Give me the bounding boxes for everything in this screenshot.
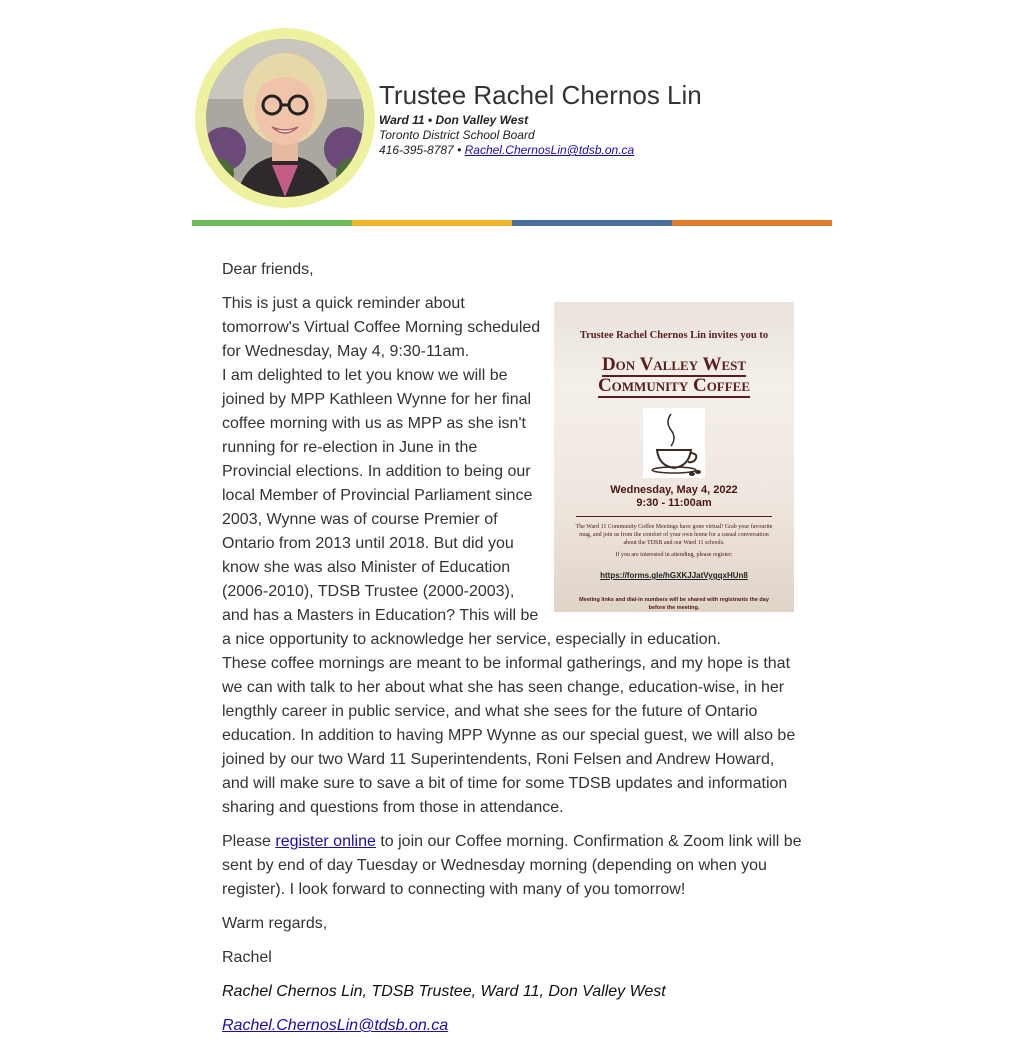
flyer-invite: Trustee Rachel Chernos Lin invites you to bbox=[579, 330, 769, 341]
trustee-name: Trustee Rachel Chernos Lin bbox=[379, 80, 702, 110]
ward-line: Ward 11 • Don Valley West bbox=[379, 113, 529, 127]
flyer-time: 9:30 - 11:00am bbox=[636, 497, 712, 509]
coffee-cup-icon bbox=[643, 408, 705, 478]
paragraph-wynne: I am delighted to let you know we will be joined by MPP Kathleen Wynne for her final coffee morning with us as MPP as she isn't running for re-election in June in the Provincial elections. In addition to being our local Member of Provincial Parliament since 2003, Wynne was of course Premier of Ontario from 2013 until 2018. But did you know she was also Minister of Education (2006-2010), TDSB Trustee (2000-2003), and has a Masters in Education? This will be a nice opportunity to acknowledge her service, especially in education. bbox=[222, 367, 721, 648]
flyer-date: Wednesday, May 4, 2022 bbox=[610, 484, 738, 496]
flyer-body: The Ward 11 Community Coffee Meetings have gone virtual! Grab your favourite mug, and join us from the comfort of your own home for a casual conversation about the TDSB and our Ward 11 schools. bbox=[575, 524, 773, 546]
flyer-divider bbox=[576, 516, 772, 517]
stripe-green bbox=[192, 220, 352, 226]
phone-email-line bbox=[379, 143, 634, 158]
register-text-before: Please bbox=[222, 833, 276, 850]
board-line: Toronto District School Board bbox=[379, 128, 535, 142]
contact-block bbox=[379, 113, 634, 158]
phone-number: 416-395-8787 • bbox=[379, 143, 465, 157]
newsletter-header bbox=[192, 0, 832, 226]
flyer-title-line2: Community Coffee bbox=[597, 375, 751, 396]
flyer-footer: Meeting links and dial-in numbers will be shared with registrants the day before the meeting. bbox=[579, 597, 769, 611]
stripe-orange bbox=[672, 220, 832, 226]
first-name: Rachel bbox=[222, 949, 272, 966]
avatar bbox=[206, 39, 364, 197]
avatar-ring bbox=[195, 28, 375, 208]
flyer-link: https://forms.gle/hGXKJJatVygqxHUn8 bbox=[600, 571, 748, 580]
paragraph-gatherings: These coffee mornings are meant to be informal gatherings, and my hope is that we can with talk to her about what she has seen change, education-wise, in her lengthly career in public service, and what she sees for the future of Ontario education. In addition to having MPP Wynne as our special guest, we will also be joined by our two Ward 11 Superintendents, Roni Felsen and Andrew Howard, and will make sure to save a bit of time for some TDSB updates and information sharing and questions from those in attendance. bbox=[222, 655, 796, 816]
greeting: Dear friends, bbox=[222, 261, 314, 278]
register-online-link[interactable]: register online bbox=[275, 833, 376, 850]
signature: Rachel Chernos Lin, TDSB Trustee, Ward 11, Don Valley West bbox=[222, 983, 666, 1000]
coffee-flyer-image bbox=[554, 302, 794, 612]
color-stripe bbox=[192, 220, 832, 226]
portrait-image bbox=[206, 39, 364, 197]
flyer-title bbox=[554, 354, 794, 396]
closing: Warm regards, bbox=[222, 915, 328, 932]
stripe-yellow bbox=[352, 220, 512, 226]
flyer-title-line1: Don Valley West bbox=[601, 354, 747, 375]
paragraph-reminder: This is just a quick reminder about tomorrow's Virtual Coffee Morning scheduled for Wednesday, May 4, 9:30-11am. bbox=[222, 295, 541, 360]
register-text-after: to join our Coffee morning. Confirmation & Zoom link will be sent by end of day Tuesday or Wednesday morning (depending on when you register). I look forward to connecting with many of you tomorrow! bbox=[222, 833, 802, 898]
header-email-link[interactable]: Rachel.ChernosLin@tdsb.on.ca bbox=[464, 143, 635, 157]
signature-email-link[interactable]: Rachel.ChernosLin@tdsb.on.ca bbox=[222, 1017, 449, 1034]
stripe-blue bbox=[512, 220, 672, 226]
paragraph-register bbox=[222, 830, 804, 902]
flyer-register-prompt: If you are interested in attending, please register: bbox=[615, 552, 733, 558]
letter-body bbox=[222, 258, 804, 1038]
